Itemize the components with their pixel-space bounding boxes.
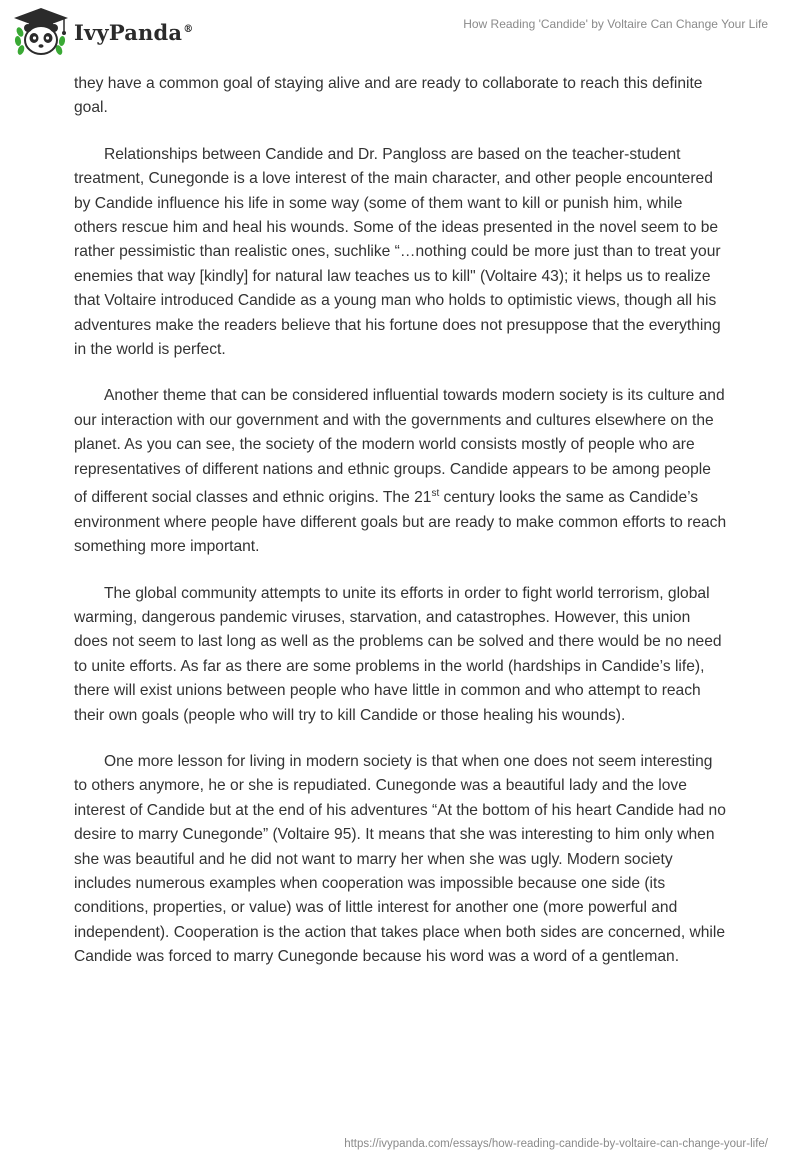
ivypanda-logo[interactable] xyxy=(12,6,193,58)
paragraph xyxy=(74,384,728,559)
panda-graduate-icon xyxy=(12,6,70,58)
essay-body xyxy=(74,72,728,992)
source-url[interactable]: https://ivypanda.com/essays/how-reading-candide-by-voltaire-can-change-your-life/ xyxy=(344,1138,768,1150)
logo-name: IvyPanda xyxy=(74,19,183,45)
paragraph: One more lesson for living in modern society is that when one does not seem interesting to others anymore, he or she is repudiated. Cunegonde was a beautiful lady and the love interest of Candide but at the end of his adventures “At the bottom of his heart Candide had no desire to marry Cunegonde” (Voltaire 95). It means that she was interesting to him only when she was beautiful and he did not want to marry her when she was ugly. Modern society includes numerous examples when cooperation was impossible because one side (its conditions, properties, or value) was of little interest for another one (more powerful and independent). Cooperation is the action that takes place when both sides are concerned, while Candide was forced to marry Cunegonde because his word was a word of a gentleman. xyxy=(74,752,726,966)
paragraph-continued: they have a common goal of staying alive and are ready to collaborate to reach this definite goal. xyxy=(74,75,703,117)
paragraph-text: century looks the same as Candide’s environment where people have different goals but are ready to make common efforts to reach something more important. xyxy=(74,489,727,556)
logo-wordmark xyxy=(74,20,193,45)
paragraph-text: Another theme that can be considered influential towards modern society is its culture and our interaction with our government and with the governments and cultures elsewhere on the planet. As you can see, the society of the modern world consists mostly of people who are representatives of different nations and ethnic groups. Candide appears to be among people of different social classes and ethnic origins. The 21 xyxy=(74,387,725,507)
ordinal-suffix: st xyxy=(431,488,440,500)
registered-mark: ® xyxy=(183,23,194,35)
document-title: How Reading 'Candide' by Voltaire Can Change Your Life xyxy=(463,17,768,31)
paragraph: The global community attempts to unite its efforts in order to fight world terrorism, global warming, dangerous pandemic viruses, starvation, and catastrophes. However, this union does not seem to last long as well as the problems can be solved and there would be no need to unite efforts. As far as there are some problems in the world (hardships in Candide’s life), there will exist unions between people who have little in common and who attempt to reach their own goals (people who will try to kill Candide or those healing his wounds). xyxy=(74,584,722,724)
paragraph: Relationships between Candide and Dr. Pangloss are based on the teacher-student treatment, Cunegonde is a love interest of the main character, and other people encountered by Candide influence his life in some way (some of them want to kill or punish him, while others rescue him and heal his wounds. Some of the ideas presented in the novel seem to be rather pessimistic than realistic ones, suchlike “…nothing could be more just than to treat your enemies that way [kindly] for natural law teaches us to kill" (Voltaire 43); it helps us to realize that Voltaire introduced Candide as a young man who holds to optimistic views, though all his adventures make the readers believe that his fortune does not presuppose that the everything in the world is perfect. xyxy=(74,145,721,359)
page-header xyxy=(0,0,800,70)
